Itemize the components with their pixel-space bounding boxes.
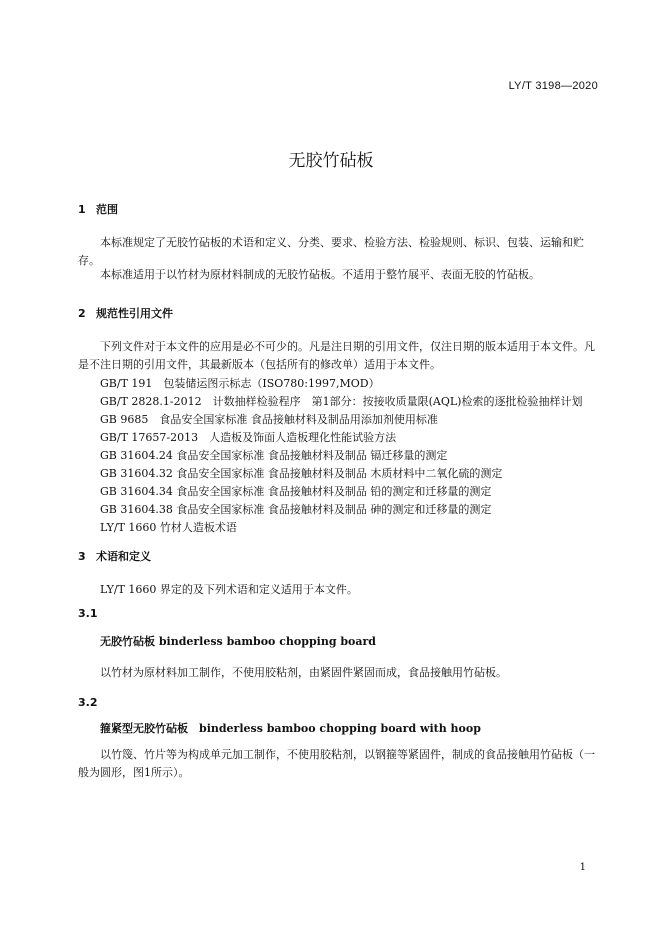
page-number: 1 xyxy=(579,862,586,873)
document-title: 无胶竹砧板 xyxy=(288,151,374,171)
reference-item: LY/T 1660 竹材人造板术语 xyxy=(100,521,237,534)
reference-item: GB/T 2828.1-2012 计数抽样检验程序 第1部分：按接收质量限(AQL)检索的逐批检验抽样计划 xyxy=(100,395,583,408)
term-heading: 无胶竹砧板 binderless bamboo chopping board xyxy=(100,635,376,648)
section-2-heading xyxy=(78,305,173,321)
section-3-heading xyxy=(78,548,151,564)
reference-item: GB/T 191 包装储运图示标志（ISO780:1997,MOD） xyxy=(100,377,380,390)
term-definition: 以竹材为原材料加工制作，不使用胶粘剂，由紧固件紧固而成，食品接触用竹砧板。 xyxy=(100,666,507,679)
section-number: 1 xyxy=(78,203,86,216)
section-number: 2 xyxy=(78,307,86,320)
reference-item: GB 31604.32 食品安全国家标准 食品接触材料及制品 木质材料中二氧化硫的测定 xyxy=(100,467,503,480)
references-intro: 下列文件对于本文件的应用是必不可少的。凡是注日期的引用文件，仅注日期的版本适用于本文件。凡是不注日期的引用文件，其最新版本（包括所有的修改单）适用于本文件。 xyxy=(78,340,595,371)
term-heading: 箍紧型无胶竹砧板 binderless bamboo chopping board with hoop xyxy=(100,722,481,735)
section-title: 术语和定义 xyxy=(96,550,151,563)
reference-item: GB 9685 食品安全国家标准 食品接触材料及制品用添加剂使用标准 xyxy=(100,413,438,426)
terms-intro: LY/T 1660 界定的及下列术语和定义适用于本文件。 xyxy=(100,583,358,596)
scope-paragraph-2: 本标准适用于以竹材为原材料制成的无胶竹砧板。不适用于整竹展平、表面无胶的竹砧板。 xyxy=(100,268,540,281)
reference-item: GB 31604.24 食品安全国家标准 食品接触材料及制品 镉迁移量的测定 xyxy=(100,449,448,462)
reference-item: GB 31604.34 食品安全国家标准 食品接触材料及制品 铅的测定和迁移量的测定 xyxy=(100,485,492,498)
term-definition: 以竹篾、竹片等为构成单元加工制作，不使用胶粘剂，以钢箍等紧固件，制成的食品接触用竹砧板（一般为圆形，图1所示）。 xyxy=(78,748,595,779)
clause-number-3-2: 3.2 xyxy=(78,696,98,709)
section-number: 3 xyxy=(78,550,86,563)
reference-item: GB 31604.38 食品安全国家标准 食品接触材料及制品 砷的测定和迁移量的测定 xyxy=(100,503,492,516)
scope-paragraph-1: 本标准规定了无胶竹砧板的术语和定义、分类、要求、检验方法、检验规则、标识、包装、运输和贮存。 xyxy=(78,236,584,267)
section-title: 范围 xyxy=(96,203,118,216)
section-1-heading xyxy=(78,201,118,217)
reference-item: GB/T 17657-2013 人造板及饰面人造板理化性能试验方法 xyxy=(100,431,397,444)
section-title: 规范性引用文件 xyxy=(96,307,173,320)
standard-number: LY/T 3198—2020 xyxy=(508,80,598,92)
clause-number-3-1: 3.1 xyxy=(78,607,98,620)
